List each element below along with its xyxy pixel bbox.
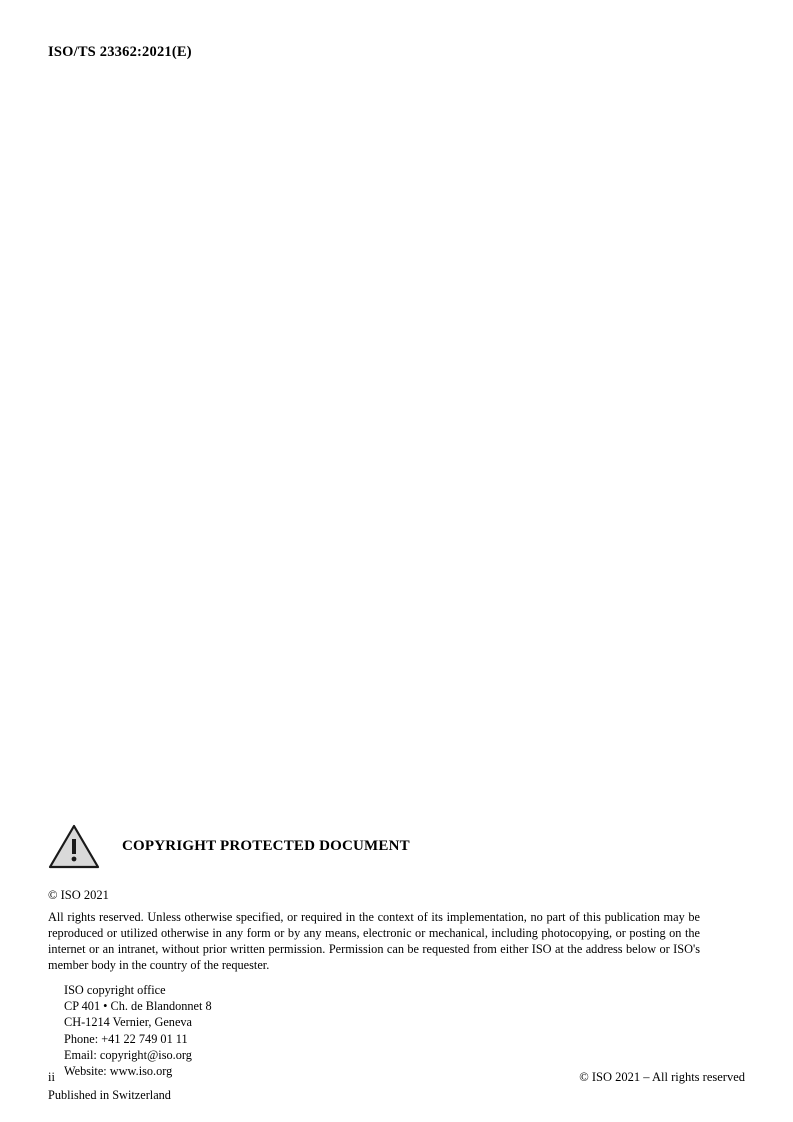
copyright-year-line: © ISO 2021 <box>48 888 109 902</box>
footer-rights-text: © ISO 2021 – All rights reserved <box>579 1070 745 1084</box>
published-in-line: Published in Switzerland <box>48 1087 171 1102</box>
address-line: Email: copyright@iso.org <box>64 1047 192 1062</box>
warning-triangle-icon <box>48 823 100 869</box>
address-line: Phone: +41 22 749 01 11 <box>64 1031 188 1046</box>
address-line: CH-1214 Vernier, Geneva <box>64 1015 193 1030</box>
copyright-protected-document-block <box>48 820 748 1103</box>
page-footer <box>48 1070 745 1085</box>
address-line: CP 401 • Ch. de Blandonnet 8 <box>64 998 212 1013</box>
all-rights-reserved-paragraph: All rights reserved. Unless otherwise specified, or required in the context of its implementation, no part of this publication may be reproduced or utilized otherwise in any form or by any means, electronic or mechanical, including photocopying, or posting on the internet or an intranet, without prior written permission. Permission can be requested from either ISO at the address below or ISO's member body in the country of the requester. <box>48 909 700 973</box>
address-line: Website: www.iso.org <box>64 1064 173 1079</box>
iso-copyright-office-address <box>64 982 748 1080</box>
address-line: ISO copyright office <box>64 982 166 997</box>
copyright-title-row <box>48 820 748 872</box>
document-standard-number: ISO/TS 23362:2021(E) <box>48 44 192 60</box>
page-number: ii <box>48 1070 55 1084</box>
copyright-protected-document-title: COPYRIGHT PROTECTED DOCUMENT <box>122 837 410 854</box>
